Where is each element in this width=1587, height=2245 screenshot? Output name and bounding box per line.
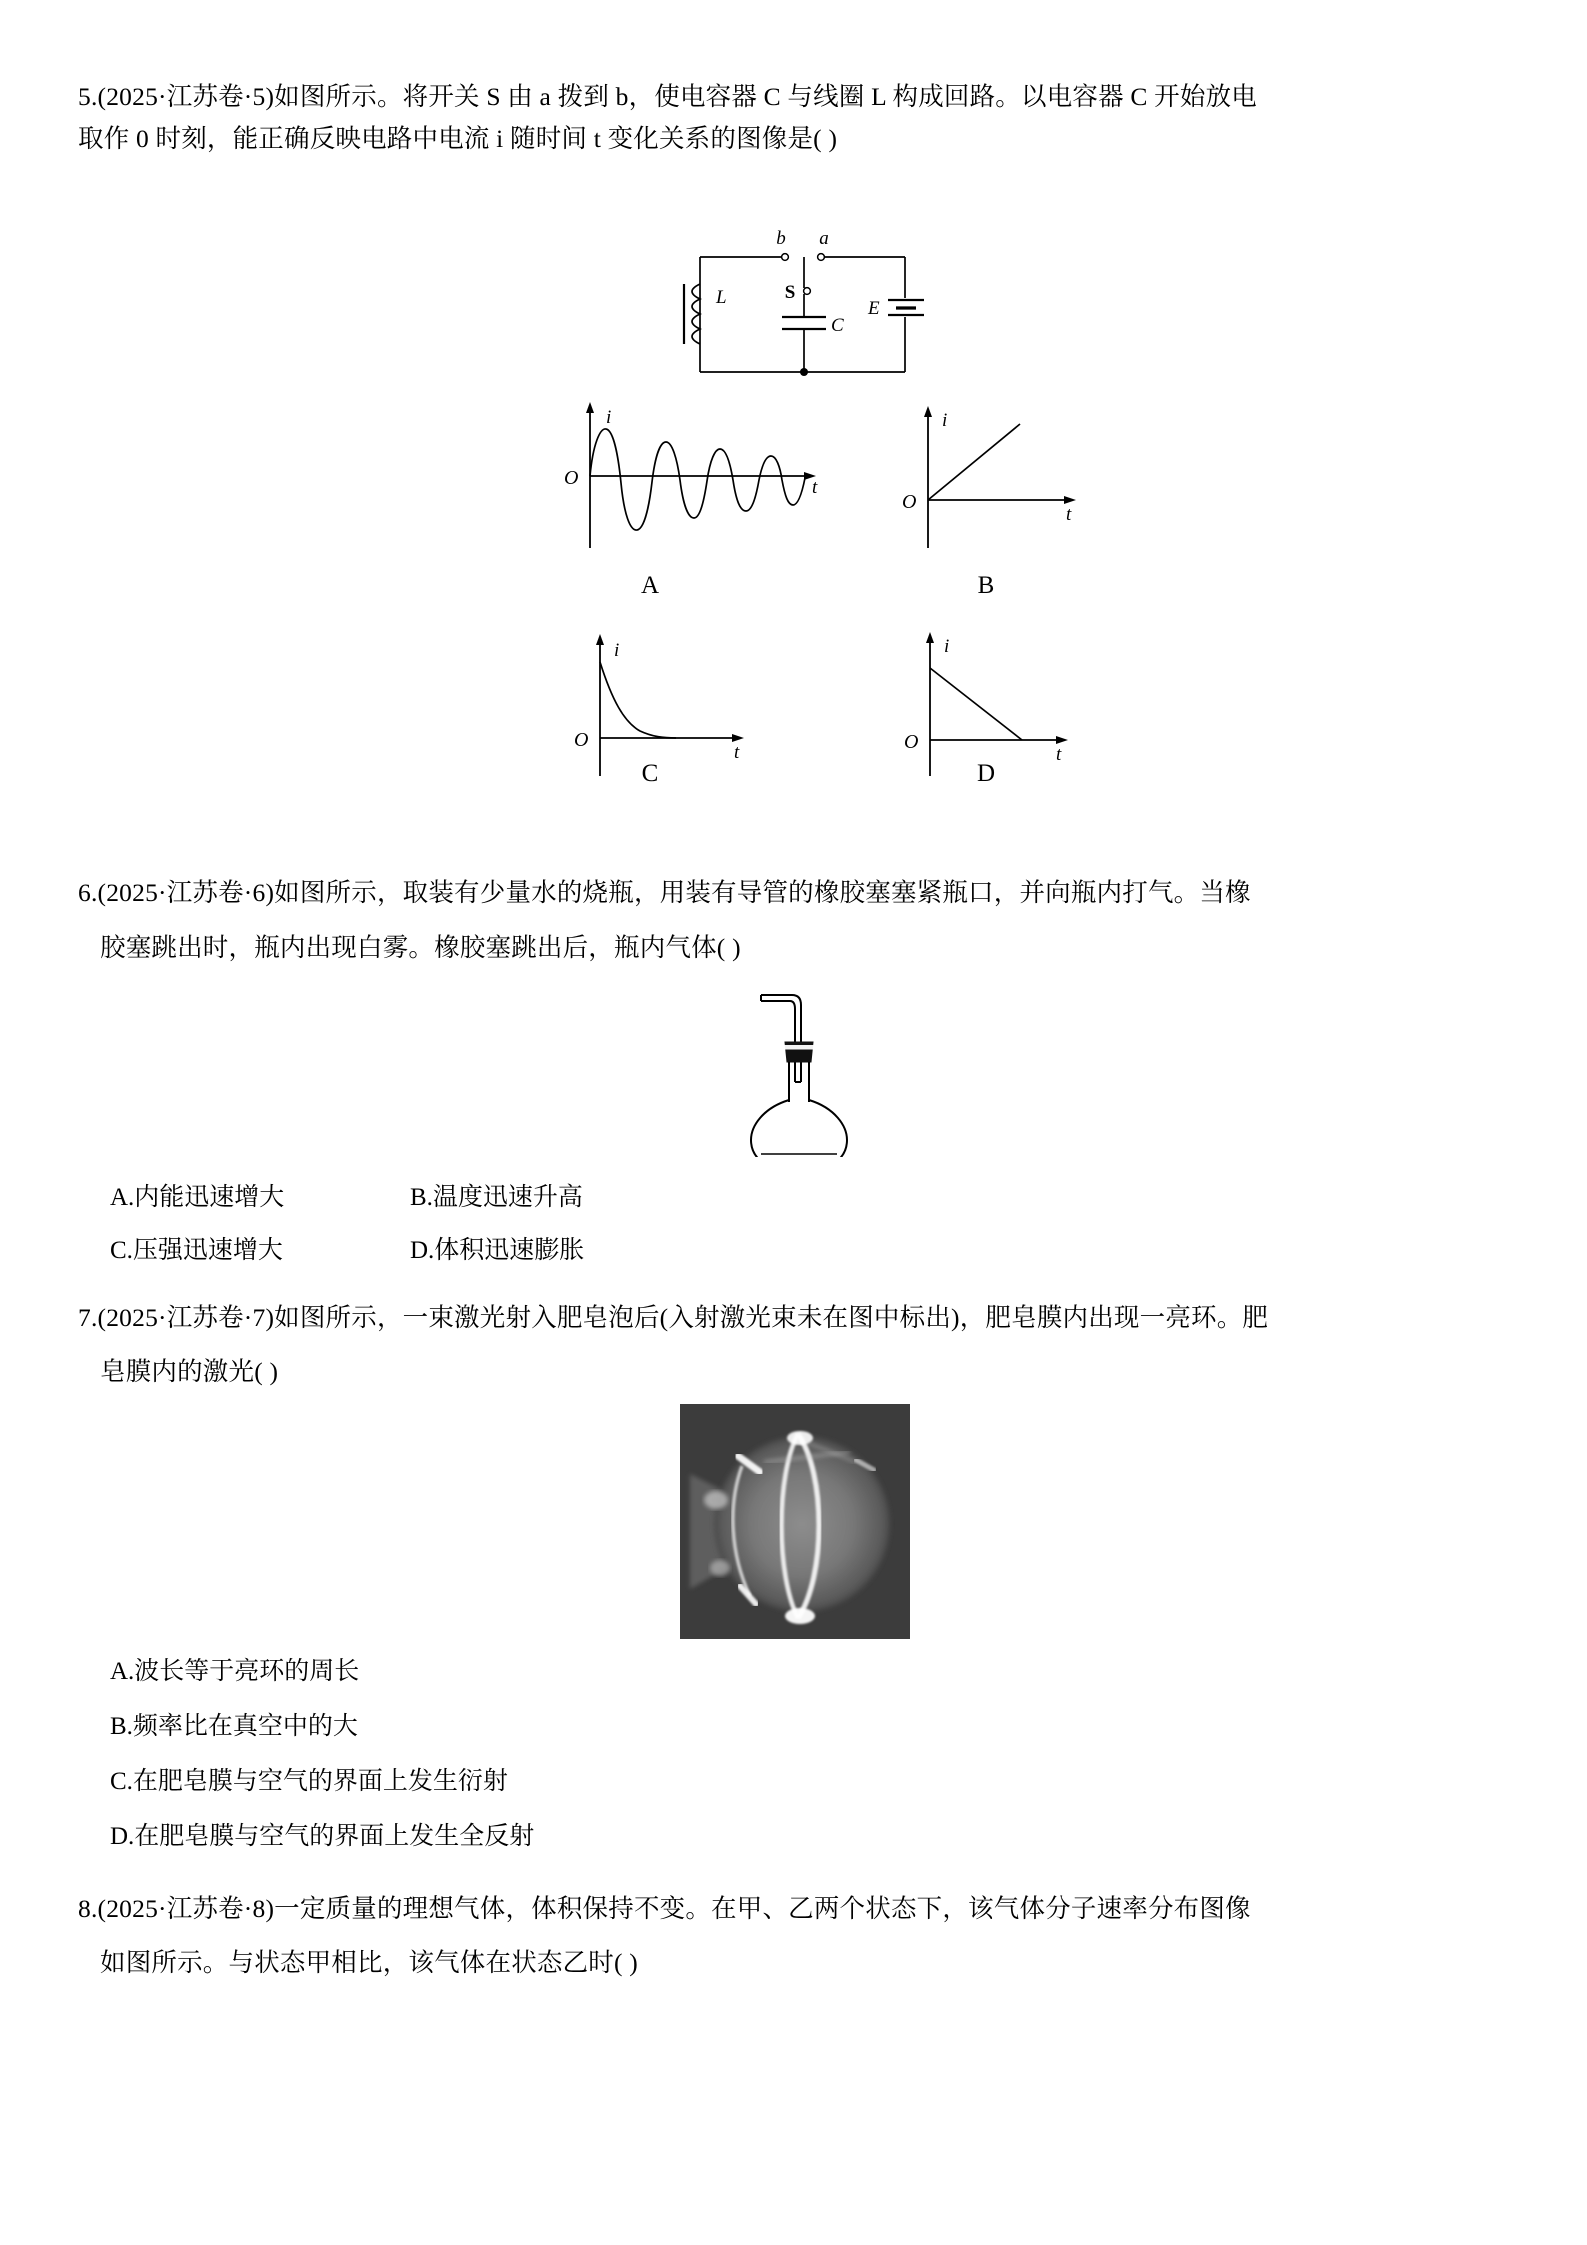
- graph-c-x-label: t: [734, 742, 740, 763]
- graph-a-origin-label: O: [564, 467, 579, 489]
- q7-option-d: D.在肥皂膜与空气的界面上发生全反射: [110, 1823, 535, 1850]
- graph-b-origin-label: O: [902, 491, 917, 513]
- q7-option-c: C.在肥皂膜与空气的界面上发生衍射: [110, 1768, 508, 1795]
- q6-option-c: C.压强迅速增大: [110, 1237, 283, 1264]
- q5-graph-d-label: D: [976, 760, 996, 787]
- graph-c-y-label: i: [614, 640, 620, 661]
- flask-svg: [735, 982, 895, 1157]
- circuit-label-l: L: [716, 287, 727, 308]
- graph-a-y-label: i: [606, 407, 612, 428]
- graph-c-svg: [540, 618, 830, 778]
- q6-option-d: D.体积迅速膨胀: [410, 1237, 585, 1264]
- q7-option-b: B.频率比在真空中的大: [110, 1713, 358, 1740]
- q5-graph-c-label: C: [641, 760, 659, 787]
- graph-d-y-label: i: [944, 636, 950, 657]
- circuit-label-b: b: [776, 228, 786, 249]
- graph-a-svg: [540, 398, 830, 553]
- question-5-line-2: 取作 0 时刻，能正确反映电路中电流 i 随时间 t 变化关系的图像是( ): [78, 124, 838, 153]
- q7-option-a: A.波长等于亮环的周长: [110, 1658, 360, 1685]
- circuit-svg: [640, 222, 950, 387]
- question-8-line-2: 如图所示。与状态甲相比，该气体在状态乙时( ): [100, 1948, 638, 1977]
- circuit-label-c: C: [831, 315, 844, 336]
- question-6-line-1: 6.(2025·江苏卷·6)如图所示，取装有少量水的烧瓶，用装有导管的橡胶塞塞紧瓶口，并向瓶内打气。当橡: [78, 878, 1251, 907]
- circuit-label-a: a: [819, 228, 829, 249]
- graph-b-x-label: t: [1066, 504, 1072, 525]
- q6-option-a: A.内能迅速增大: [110, 1184, 285, 1211]
- graph-d-x-label: t: [1056, 744, 1062, 765]
- q6-option-b: B.温度迅速升高: [410, 1184, 583, 1211]
- graph-b-y-label: i: [942, 410, 948, 431]
- question-6-line-2: 胶塞跳出时，瓶内出现白雾。橡胶塞跳出后，瓶内气体( ): [100, 933, 741, 962]
- graph-c-origin-label: O: [574, 729, 589, 751]
- graph-d-origin-label: O: [904, 731, 919, 753]
- q5-graph-b-label: B: [977, 572, 995, 599]
- q7-soap-bubble-photo: [680, 1404, 910, 1639]
- q5-graph-a: [540, 398, 830, 553]
- graph-b-svg: [880, 398, 1130, 553]
- question-7-line-1: 7.(2025·江苏卷·7)如图所示，一束激光射入肥皂泡后(入射激光束未在图中标出)，肥皂膜内出现一亮环。肥: [78, 1303, 1269, 1332]
- question-7-line-2: 皂膜内的激光( ): [100, 1357, 279, 1386]
- graph-a-x-label: t: [812, 477, 818, 498]
- q6-flask-diagram: [735, 982, 895, 1157]
- question-5-line-1: 5.(2025·江苏卷·5)如图所示。将开关 S 由 a 拨到 b，使电容器 C 与线圈 L 构成回路。以电容器 C 开始放电: [78, 82, 1257, 111]
- q5-graph-a-label: A: [640, 572, 660, 599]
- q5-graph-c: [540, 618, 830, 778]
- question-8-line-1: 8.(2025·江苏卷·8)一定质量的理想气体，体积保持不变。在甲、乙两个状态下，该气体分子速率分布图像: [78, 1894, 1251, 1923]
- q5-graph-d: [880, 618, 1150, 778]
- circuit-label-e: E: [868, 298, 880, 319]
- q5-graph-b: [880, 398, 1130, 553]
- graph-d-svg: [880, 618, 1150, 778]
- q5-circuit-diagram: [640, 222, 950, 387]
- bubble-photo-svg: [680, 1404, 910, 1639]
- circuit-label-s: S: [784, 282, 796, 303]
